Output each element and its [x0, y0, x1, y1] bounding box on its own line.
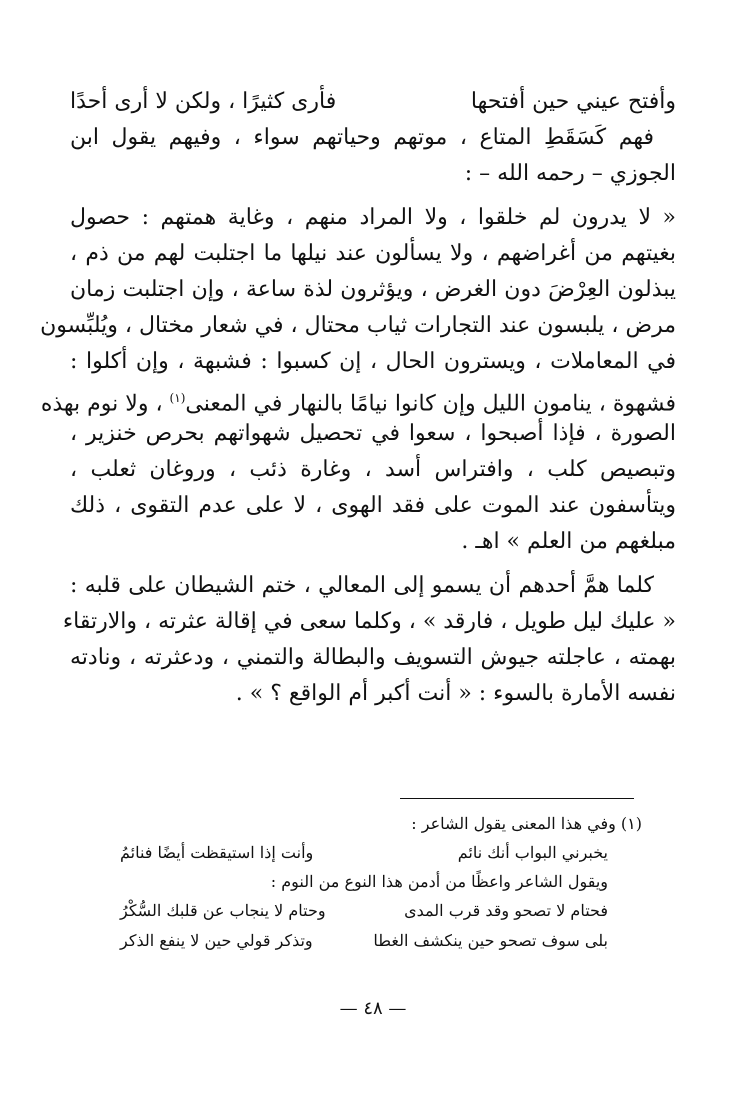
footnote-divider	[400, 798, 634, 799]
footnote-intro: وفي هذا المعنى يقول الشاعر :	[411, 814, 616, 833]
text-segment: فشهوة ، ينامون الليل وإن كانوا نيامًا بالنهار في المعنى	[185, 391, 676, 417]
text-line: « لا يدرون لم خلقوا ، ولا المراد منهم ، وغاية همتهم : حصول	[70, 205, 676, 230]
text-line: مرض ، يلبسون عند التجارات ثياب محتال ، في شعار مختال ، ويُلبِّسون	[40, 313, 676, 338]
text-line: كلما همَّ أحدهم أن يسمو إلى المعالي ، ختم الشيطان على قلبه :	[70, 573, 654, 598]
text-line: مبلغهم من العلم » اهـ .	[461, 529, 676, 554]
verse-first-hemistich: فحتام لا تصحو وقد قرب المدى	[404, 901, 608, 920]
text-line: في المعاملات ، ويسترون الحال ، إن كسبوا : فشبهة ، وإن أكلوا :	[70, 349, 676, 374]
verse-second-hemistich: وحتام لا ينجاب عن قلبك السُّكْرُ	[120, 901, 326, 920]
text-segment: ، ولا نوم بهذه	[40, 391, 163, 417]
text-line: يبذلون العِرْضَ دون الغرض ، ويؤثرون لذة ساعة ، وإن اجتلبت زمان	[70, 277, 676, 302]
verse-second-hemistich: وتذكر قولي حين لا ينفع الذكر	[120, 931, 313, 950]
text-line: فهم كَسَقَطِ المتاع ، موتهم وحياتهم سواء ، وفيهم يقول ابن	[70, 125, 654, 150]
page-number: — ٤٨ —	[339, 998, 407, 1019]
text-line: ويتأسفون عند الموت على فقد الهوى ، لا على عدم التقوى ، ذلك	[70, 493, 676, 518]
main-text	[40, 84, 676, 712]
footnote-verse	[120, 896, 642, 926]
text-line: بهمته ، عاجلته جيوش التسويف والبطالة والتمني ، ودعثرته ، ونادته	[70, 645, 676, 670]
footnotes	[120, 810, 642, 956]
text-line: بغيتهم من أغراضهم ، ولا يسألون عند نيلها ما اجتلبت لهم من ذم ،	[70, 241, 676, 266]
footnote-intro-2: ويقول الشاعر واعظًا من أدمن هذا النوع من النوم :	[270, 872, 608, 891]
text-line: « عليك ليل طويل ، فارقد » ، وكلما سعى في إقالة عثرته ، والارتقاء	[62, 609, 676, 634]
verse-first-hemistich: يخبرني البواب أنك نائم	[457, 843, 608, 862]
text-line: الجوزي – رحمه الله – :	[464, 161, 676, 186]
verse-first-hemistich: وأفتح عيني حين أفتحها	[470, 89, 676, 114]
text-line-with-footnote	[40, 380, 676, 417]
footnote-marker: (١)	[620, 814, 642, 833]
footnote-line	[120, 810, 642, 838]
footnote-reference: (١)	[169, 391, 186, 405]
footnote-verse	[120, 926, 642, 956]
verse-line	[70, 84, 676, 120]
text-line: الصورة ، فإذا أصبحوا ، سعوا في تحصيل شهواتهم بحرص خنزير ،	[70, 421, 676, 446]
text-line: نفسه الأمارة بالسوء : « أنت أكبر أم الواقع ؟ » .	[235, 681, 676, 706]
footnote-verse	[120, 838, 642, 868]
verse-second-hemistich: وأنت إذا استيقظت أيضًا فنائمُ	[120, 843, 314, 862]
text-line: وتبصيص كلب ، وافتراس أسد ، وغارة ذئب ، وروغان ثعلب ،	[70, 457, 676, 482]
verse-second-hemistich: فأرى كثيرًا ، ولكن لا أرى أحدًا	[70, 89, 337, 114]
verse-first-hemistich: بلى سوف تصحو حين ينكشف الغطا	[373, 931, 608, 950]
